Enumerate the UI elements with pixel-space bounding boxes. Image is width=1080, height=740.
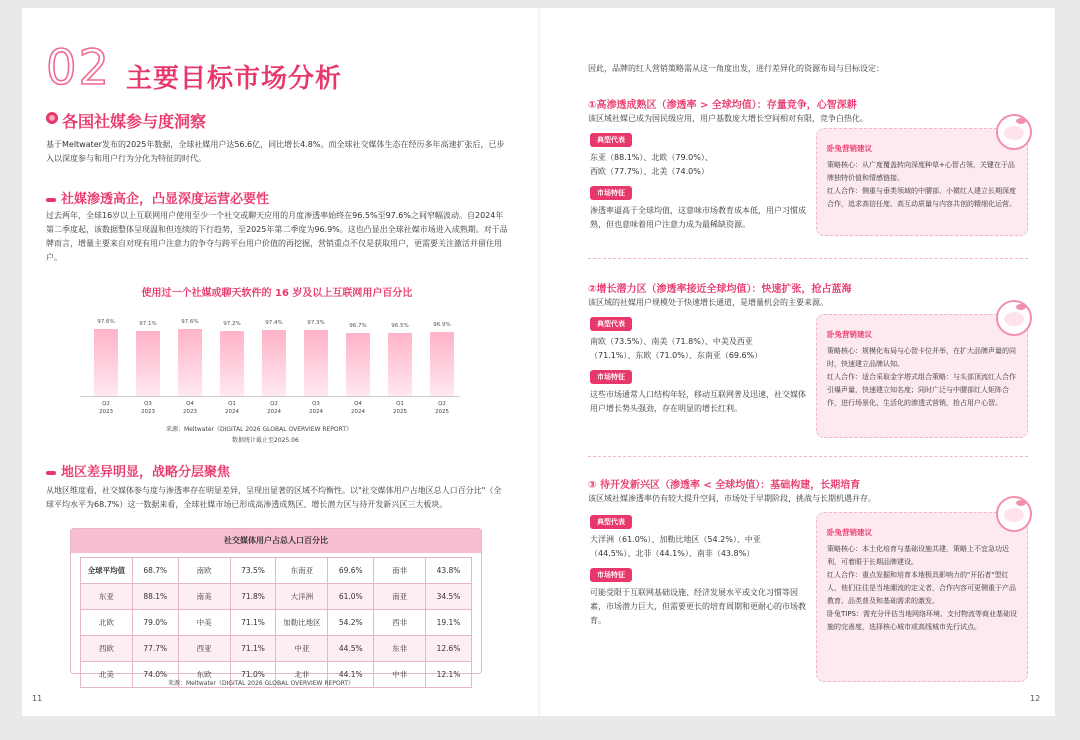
subsection1-title: 社媒渗透高企，凸显深度运营必要性 bbox=[61, 192, 270, 207]
region-cell: 西非 bbox=[374, 610, 426, 636]
s1-desc: 该区域社媒已成为国民级应用，用户基数庞大增长空间相对有限，竞争白热化。 bbox=[588, 114, 868, 123]
page-number-right: 12 bbox=[1030, 694, 1041, 703]
s3-feat: 可能受限于互联网基础设施、经济发展水平或文化习惯等因素，市场潜力巨大，但需要更长的培育周期和更耐心的市场教育。 bbox=[590, 588, 806, 625]
s3-rep-line2: （44.5%）、北非（44.1%）、南非（43.8%） bbox=[590, 549, 755, 558]
percent-cell: 77.7% bbox=[132, 636, 178, 662]
chart-title: 使用过一个社媒或聊天软件的 16 岁及以上互联网用户百分比 bbox=[141, 288, 413, 299]
chart-x-tick-label bbox=[382, 400, 418, 416]
s1-advice-strategy: 策略核心：从广度覆盖转向深度种草+心智占领，关键在于品牌独特价值和情感链接。 bbox=[827, 161, 1015, 182]
s1-advice-influencer: 红人合作：侧重与垂类领域的中腰部、小微红人建立长期深度合作，追求高信任度、高互动质量与内容共创的精细化运营。 bbox=[827, 187, 1016, 208]
chart-bar bbox=[178, 329, 202, 396]
tick-year: 2023 bbox=[183, 409, 197, 415]
s3-rep-line1: 大洋洲（61.0%）、加勒比地区（54.2%）、中亚 bbox=[590, 535, 761, 544]
market-table bbox=[80, 557, 472, 688]
bunny-mascot-icon bbox=[996, 114, 1032, 150]
chart-x-axis bbox=[80, 396, 460, 397]
chart-bar bbox=[346, 333, 370, 396]
tick-quarter: Q2 bbox=[102, 401, 110, 407]
table-source: 来源：Meltwater《DIGITAL 2026 GLOBAL OVERVIEW REPORT》 bbox=[168, 680, 355, 687]
s2-feat: 这些市场通常人口结构年轻，移动互联网普及迅速，社交媒体用户增长势头强劲，存在明显的增长红利。 bbox=[590, 390, 806, 413]
percent-cell: 19.1% bbox=[426, 610, 472, 636]
table-row bbox=[81, 610, 472, 636]
tick-year: 2023 bbox=[99, 409, 113, 415]
chart-source-date: 数据统计截止至2025.06 bbox=[232, 437, 299, 444]
region-cell: 全球平均值 bbox=[81, 558, 133, 584]
chart-data-label: 97.2% bbox=[223, 320, 241, 327]
percent-cell: 74.0% bbox=[132, 662, 178, 688]
chart-x-tick-label bbox=[130, 400, 166, 416]
percent-cell: 34.5% bbox=[426, 584, 472, 610]
dash-icon bbox=[46, 198, 56, 202]
section-divider bbox=[588, 456, 1028, 457]
region-cell: 南非 bbox=[374, 558, 426, 584]
chart-data-label: 97.4% bbox=[265, 319, 283, 326]
region-cell: 北非 bbox=[276, 662, 328, 688]
right-intro: 因此，品牌的红人营销策略需从这一角度出发，进行差异化的资源布局与目标设定： bbox=[588, 64, 884, 73]
s2-advice-text bbox=[827, 345, 1019, 410]
percent-cell: 43.8% bbox=[426, 558, 472, 584]
section-title: 各国社媒参与度洞察 bbox=[62, 112, 207, 131]
intro-paragraph: 基于Meltwater发布的2025年数据，全球社媒用户达56.6亿，同比增长4.8%。而全球社交媒体生态在经历多年高速扩张后，已步入以深度参与和用户行为分化为特征的时代。 bbox=[46, 140, 505, 163]
region-cell: 西欧 bbox=[81, 636, 133, 662]
region-cell: 中非 bbox=[374, 662, 426, 688]
subsection2-body: 从地区维度看，社交媒体参与度与渗透率存在明显差异，呈现出显著的区域不均衡性。以"社交媒体用户占地区总人口百分比"（全球平均水平为68.7%）这一数据来看，全球社媒市场已形成高渗透成熟区、增长潜力区与待开发新兴区三大板块。 bbox=[46, 486, 502, 509]
chart-bar bbox=[220, 331, 244, 396]
s1-rep-line1: 东亚（88.1%）、北欧（79.0%）、 bbox=[590, 153, 713, 162]
chapter-title: 主要目标市场分析 bbox=[126, 64, 343, 94]
chart-data-label: 97.6% bbox=[97, 319, 115, 326]
section-divider bbox=[588, 258, 1028, 259]
tick-quarter: Q1 bbox=[396, 401, 404, 407]
s3-advice-title: 卧兔营销建议 bbox=[827, 528, 872, 537]
s3-desc: 该区域社媒渗透率仍有较大提升空间，市场处于早期阶段，挑战与长期机遇并存。 bbox=[588, 494, 876, 503]
s2-tag-rep: 典型代表 bbox=[590, 317, 632, 331]
tick-quarter: Q4 bbox=[354, 401, 362, 407]
chart-x-tick-label bbox=[424, 400, 460, 416]
percent-cell: 71.1% bbox=[230, 610, 276, 636]
s1-rep-line2: 西欧（77.7%）、北美（74.0%） bbox=[590, 167, 709, 176]
chart-x-tick-label bbox=[298, 400, 334, 416]
subsection1-body: 过去两年，全球16岁以上互联网用户使用至少一个社交或聊天应用的月度渗透率始终在96.5%至97.6%之间窄幅波动。自2024年第二季度起，该数据整体呈现温和但连续的下行趋势，至2025年第二季度为96.9%。这也凸显出全球社媒市场进入成熟期。对于品牌而言，增量主要来自对现有用户注意力的争夺与跨平台用户价值的再挖掘，营销重点不仅是获取用户，更需要关注激活并留住用户。 bbox=[46, 211, 508, 262]
tick-year: 2024 bbox=[225, 409, 239, 415]
percent-cell: 44.1% bbox=[328, 662, 374, 688]
region-cell: 东非 bbox=[374, 636, 426, 662]
chapter-number: 02 bbox=[46, 40, 112, 96]
s2-advice-card bbox=[816, 314, 1028, 438]
s1-tag-feat: 市场特征 bbox=[590, 186, 632, 200]
percent-cell: 44.5% bbox=[328, 636, 374, 662]
tick-quarter: Q2 bbox=[438, 401, 446, 407]
table-row bbox=[81, 584, 472, 610]
tick-year: 2023 bbox=[141, 409, 155, 415]
percent-cell: 71.0% bbox=[230, 662, 276, 688]
page-number-left: 11 bbox=[32, 694, 43, 703]
s2-advice-title: 卧兔营销建议 bbox=[827, 330, 872, 339]
region-cell: 北美 bbox=[81, 662, 133, 688]
subsection2-heading bbox=[46, 461, 230, 480]
dash-icon bbox=[46, 471, 56, 475]
percent-cell: 88.1% bbox=[132, 584, 178, 610]
region-cell: 加勒比地区 bbox=[276, 610, 328, 636]
percent-cell: 71.8% bbox=[230, 584, 276, 610]
chart-bar bbox=[388, 333, 412, 396]
tick-quarter: Q3 bbox=[144, 401, 152, 407]
section-marker-icon bbox=[46, 112, 58, 124]
region-cell: 中亚 bbox=[276, 636, 328, 662]
table-row bbox=[81, 558, 472, 584]
s3-tag-feat: 市场特征 bbox=[590, 568, 632, 582]
chart-x-tick-label bbox=[256, 400, 292, 416]
s1-advice-card bbox=[816, 128, 1028, 236]
region-cell: 东亚 bbox=[81, 584, 133, 610]
chart-x-tick-label bbox=[88, 400, 124, 416]
table-title: 社交媒体用户占总人口百分比 bbox=[71, 529, 481, 553]
s2-advice-strategy: 策略核心：规模化布局与心智卡位并举，在扩大品牌声量的同时，快速建立品牌认知。 bbox=[827, 347, 1016, 368]
percent-cell: 73.5% bbox=[230, 558, 276, 584]
s3-advice-text bbox=[827, 543, 1019, 634]
tick-quarter: Q1 bbox=[228, 401, 236, 407]
percent-cell: 79.0% bbox=[132, 610, 178, 636]
tick-year: 2025 bbox=[435, 409, 449, 415]
percent-cell: 54.2% bbox=[328, 610, 374, 636]
chart-x-tick-label bbox=[214, 400, 250, 416]
region-cell: 大洋洲 bbox=[276, 584, 328, 610]
chart-source: 来源：Meltwater《DIGITAL 2026 GLOBAL OVERVIEW REPORT》 bbox=[166, 426, 353, 433]
region-cell: 北欧 bbox=[81, 610, 133, 636]
chart-data-label: 97.6% bbox=[181, 319, 199, 326]
s3-title: ③ 待开发新兴区（渗透率 < 全球均值）：基础构建，长期培育 bbox=[588, 480, 861, 491]
s3-advice-card bbox=[816, 512, 1028, 682]
region-cell: 西亚 bbox=[178, 636, 230, 662]
tick-quarter: Q4 bbox=[186, 401, 194, 407]
s1-title: ①高渗透成熟区（渗透率 > 全球均值）：存量竞争，心智深耕 bbox=[588, 100, 857, 111]
region-cell: 中美 bbox=[178, 610, 230, 636]
bunny-mascot-icon bbox=[996, 300, 1032, 336]
s1-feat: 渗透率逼高于全球均值，这意味市场教育成本低，用户习惯成熟，但也意味着用户注意力成为最稀缺资源。 bbox=[590, 206, 806, 229]
s2-tag-feat: 市场特征 bbox=[590, 370, 632, 384]
s2-rep-line2: （71.1%）、东欧（71.0%）、东南亚（69.6%） bbox=[590, 351, 763, 360]
bunny-mascot-icon bbox=[996, 496, 1032, 532]
market-table-card bbox=[70, 528, 482, 679]
chart-bar bbox=[304, 330, 328, 396]
chart-data-label: 97.1% bbox=[139, 321, 157, 328]
region-cell: 东欧 bbox=[178, 662, 230, 688]
percent-cell: 61.0% bbox=[328, 584, 374, 610]
s2-title: ②增长潜力区（渗透率接近全球均值）：快速扩张，抢占蓝海 bbox=[588, 284, 852, 295]
percent-cell: 71.1% bbox=[230, 636, 276, 662]
chart-data-label: 97.3% bbox=[307, 320, 325, 327]
chart-bar bbox=[94, 329, 118, 396]
percent-cell: 12.1% bbox=[426, 662, 472, 688]
tick-quarter: Q3 bbox=[312, 401, 320, 407]
s3-tag-rep: 典型代表 bbox=[590, 515, 632, 529]
subsection1-heading bbox=[46, 188, 269, 207]
s1-tag-rep: 典型代表 bbox=[590, 133, 632, 147]
s3-advice-influencer: 红人合作：重点发掘和培育本地极具影响力的"开拓者"型红人，他们往往是当地潮流的定义者，合作内容可更侧重于产品教育、品类普及和基础需求的激发。 bbox=[827, 571, 1016, 605]
s1-advice-title: 卧兔营销建议 bbox=[827, 144, 872, 153]
chart-x-tick-label bbox=[172, 400, 208, 416]
tick-year: 2024 bbox=[267, 409, 281, 415]
region-cell: 南欧 bbox=[178, 558, 230, 584]
percent-cell: 12.6% bbox=[426, 636, 472, 662]
region-cell: 南亚 bbox=[374, 584, 426, 610]
subsection2-title: 地区差异明显，战略分层聚焦 bbox=[61, 465, 231, 480]
s3-advice-tips: 卧兔TIPS：需充分评估当地网络环境、支付物流等商业基础设施的完善度，选择核心城市或高线城市先行试点。 bbox=[827, 610, 1018, 631]
s1-advice-text bbox=[827, 159, 1019, 211]
tick-quarter: Q2 bbox=[270, 401, 278, 407]
s3-advice-strategy: 策略核心：本土化培育与基础设施共建，策略上不宜急功近利，可着眼于长期品牌建设。 bbox=[827, 545, 1009, 566]
chart-bar bbox=[136, 331, 160, 396]
chart-bar bbox=[430, 332, 454, 396]
chart-data-label: 96.9% bbox=[433, 321, 451, 328]
percent-cell: 68.7% bbox=[132, 558, 178, 584]
chart-bar bbox=[262, 330, 286, 396]
table-row bbox=[81, 636, 472, 662]
s2-advice-influencer: 红人合作：适合采取金字塔式组合策略：与头部顶流红人合作引爆声量，快速建立知名度；同时广泛与中腰部红人矩阵合作，进行场景化、生活化的渗透式营销，抢占用户心智。 bbox=[827, 373, 1016, 407]
s2-rep-line1: 南欧（73.5%）、南美（71.8%）、中美及西亚 bbox=[590, 337, 753, 346]
chart-data-label: 96.7% bbox=[349, 322, 367, 329]
chart-data-label: 96.5% bbox=[391, 323, 409, 330]
region-cell: 南美 bbox=[178, 584, 230, 610]
percent-cell: 69.6% bbox=[328, 558, 374, 584]
bar-chart bbox=[80, 300, 460, 424]
book-spine bbox=[538, 8, 542, 716]
s2-desc: 该区域的社媒用户规模处于快速增长通道，是增量机会的主要来源。 bbox=[588, 298, 828, 307]
region-cell: 东南亚 bbox=[276, 558, 328, 584]
tick-year: 2025 bbox=[393, 409, 407, 415]
tick-year: 2024 bbox=[351, 409, 365, 415]
tick-year: 2024 bbox=[309, 409, 323, 415]
chart-x-tick-label bbox=[340, 400, 376, 416]
